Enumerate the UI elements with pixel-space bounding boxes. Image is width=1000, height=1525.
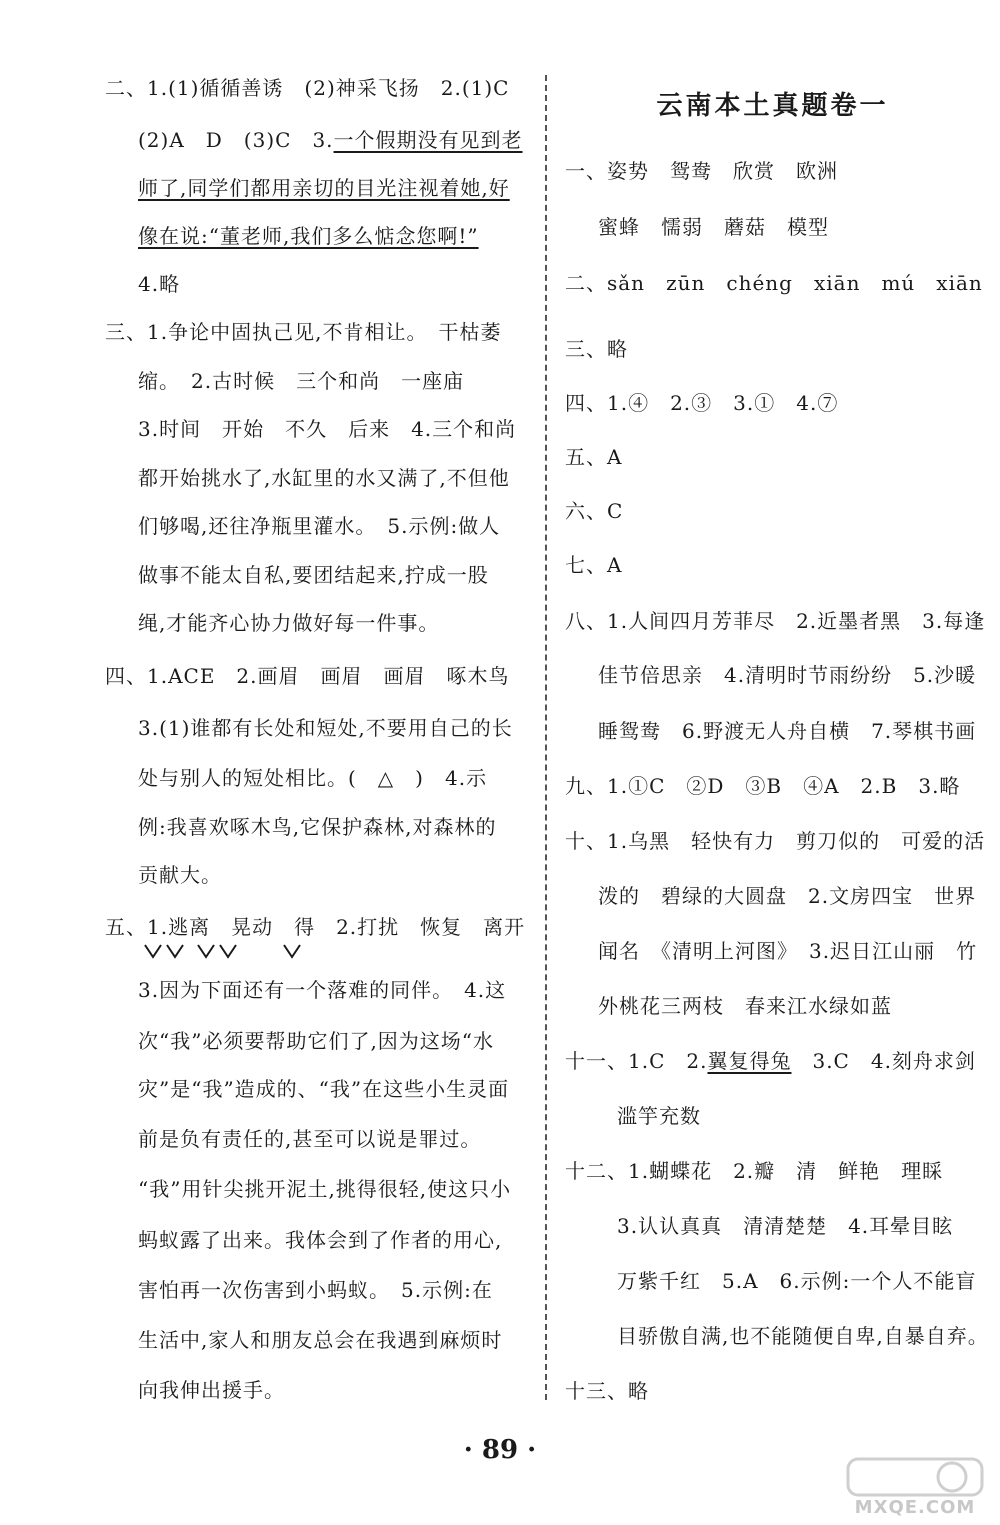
right-answer-line bbox=[598, 991, 892, 1021]
answer-text: 3.(1)谁都有长处和短处,不要用自己的长 bbox=[138, 716, 513, 740]
answer-text: 七、A bbox=[565, 553, 623, 577]
right-answer-line bbox=[598, 660, 976, 690]
answer-text: 害怕再一次伤害到小蚂蚁。 5.示例:在 bbox=[138, 1278, 493, 1302]
underlined-answer: 一个假期没有见到老 bbox=[333, 128, 523, 152]
right-answer-line bbox=[598, 716, 976, 746]
answer-text: 们够喝,还往净瓶里灌水。 5.示例:做人 bbox=[138, 514, 501, 538]
answer-text: 缩。 2.古时候 三个和尚 一座庙 bbox=[138, 369, 465, 393]
answer-text: 例:我喜欢啄木鸟,它保护森林,对森林的 bbox=[138, 815, 497, 839]
right-answer-line bbox=[565, 496, 623, 526]
answer-text: 次“我”必须要帮助它们了,因为这场“水 bbox=[138, 1029, 495, 1053]
answer-text: 向我伸出援手。 bbox=[138, 1378, 285, 1402]
answer-text: 泼的 碧绿的大圆盘 2.文房四宝 世界 bbox=[598, 884, 977, 908]
answer-text: 贡献大。 bbox=[138, 863, 222, 887]
answer-text: 三、略 bbox=[565, 337, 628, 361]
left-answer-line bbox=[138, 608, 439, 638]
check-mark-icon bbox=[282, 943, 306, 959]
answer-text: 十一、1.C 2. bbox=[565, 1049, 708, 1073]
answer-text-after: 3.C 4.刻舟求剑 bbox=[791, 1049, 976, 1073]
underlined-answer: 像在说:“董老师,我们多么惦念您啊!” bbox=[138, 224, 479, 248]
right-answer-line bbox=[617, 1321, 989, 1351]
answer-text: 五、1.逃离 晃动 得 2.打扰 恢复 离开 bbox=[105, 915, 526, 939]
section-title: 云南本土真题卷一 bbox=[656, 91, 889, 121]
left-answer-line bbox=[138, 560, 489, 590]
left-answer-line bbox=[138, 414, 516, 444]
right-answer-line bbox=[565, 1376, 649, 1406]
left-answer-line bbox=[138, 125, 523, 155]
right-answer-line bbox=[565, 550, 622, 580]
answer-text: 佳节倍思亲 4.清明时节雨纷纷 5.沙暖 bbox=[598, 663, 977, 687]
answer-text: 前是负有责任的,甚至可以说是罪过。 bbox=[138, 1127, 482, 1151]
underlined-answer: 翼复得兔 bbox=[707, 1049, 792, 1073]
answer-text: 3.认认真真 清清楚楚 4.耳晕目眩 bbox=[617, 1214, 954, 1238]
answer-text: 睡鸳鸯 6.野渡无人舟自横 7.琴棋书画 bbox=[598, 719, 977, 743]
left-answer-line bbox=[138, 173, 510, 203]
answer-text: 五、A bbox=[565, 445, 623, 469]
watermark-logo bbox=[840, 1455, 990, 1525]
right-answer-line bbox=[617, 1266, 976, 1296]
column-divider bbox=[545, 75, 547, 1400]
left-answer-line bbox=[138, 1124, 481, 1154]
left-answer-line bbox=[138, 463, 510, 493]
left-answer-line bbox=[138, 1074, 509, 1104]
answer-text: 万紫千红 5.A 6.示例:一个人不能盲 bbox=[617, 1269, 977, 1293]
left-answer-line bbox=[138, 269, 180, 299]
underlined-answer: 师了,同学们都用亲切的目光注视着她,好 bbox=[138, 176, 510, 200]
answer-text: 八、1.人间四月芳菲尽 2.近墨者黑 3.每逢 bbox=[565, 609, 986, 633]
left-answer-line bbox=[138, 1225, 502, 1255]
answer-text: 4.略 bbox=[138, 272, 181, 296]
right-answer-line bbox=[565, 442, 622, 472]
right-answer-line bbox=[565, 606, 985, 636]
left-answer-line bbox=[138, 812, 496, 842]
left-answer-line bbox=[105, 912, 525, 942]
answer-text: 十、1.乌黑 轻快有力 剪刀似的 可爱的活 bbox=[565, 829, 986, 853]
left-answer-line bbox=[138, 860, 222, 890]
right-answer-line bbox=[598, 881, 976, 911]
answer-text: 六、C bbox=[565, 499, 624, 523]
right-answer-line bbox=[598, 212, 829, 242]
page-number: · 89 · bbox=[463, 1435, 537, 1465]
left-answer-line bbox=[138, 1026, 494, 1056]
left-answer-line bbox=[105, 73, 509, 103]
left-answer-line bbox=[138, 713, 513, 743]
answer-text: 四、1.④ 2.③ 3.① 4.⑦ bbox=[565, 391, 839, 415]
answer-text: 九、1.①C ②D ③B ④A 2.B 3.略 bbox=[565, 774, 961, 798]
answer-text: 目骄傲自满,也不能随便自卑,自暴自弃。 bbox=[617, 1324, 989, 1348]
answer-text: 二、sǎn zūn chéng xiān mú xiān bbox=[565, 271, 983, 295]
right-answer-line bbox=[565, 1156, 943, 1186]
right-answer-line bbox=[617, 1211, 953, 1241]
left-answer-line bbox=[105, 317, 501, 347]
right-answer-line bbox=[565, 771, 960, 801]
answer-text: 四、1.ACE 2.画眉 画眉 画眉 啄木鸟 bbox=[105, 664, 510, 688]
answer-text: 一、姿势 鸳鸯 欣赏 欧洲 bbox=[565, 159, 838, 183]
right-answer-line bbox=[565, 156, 838, 186]
right-answer-line bbox=[565, 268, 983, 298]
answer-text: 3.因为下面还有一个落难的同伴。 4.这 bbox=[138, 978, 507, 1002]
answer-text: 处与别人的短处相比。( △ ) 4.示 bbox=[138, 766, 488, 790]
answer-text: 绳,才能齐心协力做好每一件事。 bbox=[138, 611, 440, 635]
answer-text: 做事不能太自私,要团结起来,拧成一股 bbox=[138, 563, 489, 587]
answer-text: 三、1.争论中固执己见,不肯相让。 干枯萎 bbox=[105, 320, 502, 344]
left-answer-line bbox=[105, 661, 510, 691]
right-answer-line bbox=[565, 334, 628, 364]
right-answer-line bbox=[565, 388, 838, 418]
left-answer-line bbox=[138, 221, 479, 251]
answer-text: 闻名 《清明上河图》 3.迟日江山丽 竹 bbox=[598, 939, 978, 963]
answer-text: “我”用针尖挑开泥土,挑得很轻,使这只小 bbox=[138, 1177, 512, 1201]
answer-text: 二、1.(1)循循善诱 (2)神采飞扬 2.(1)C bbox=[105, 76, 510, 100]
answer-text: 滥竽充数 bbox=[617, 1104, 701, 1128]
answer-text: 十二、1.蝴蝶花 2.瓣 清 鲜艳 理睬 bbox=[565, 1159, 944, 1183]
right-answer-line bbox=[565, 1046, 976, 1076]
answer-text: 3.时间 开始 不久 后来 4.三个和尚 bbox=[138, 417, 517, 441]
answer-text: 蜜蜂 懦弱 蘑菇 模型 bbox=[598, 215, 829, 239]
left-answer-line bbox=[138, 1174, 511, 1204]
answer-text: 蚂蚁露了出来。我体会到了作者的用心, bbox=[138, 1228, 503, 1252]
right-answer-line bbox=[565, 826, 985, 856]
answer-text: 灾”是“我”造成的、“我”在这些小生灵面 bbox=[138, 1077, 510, 1101]
watermark-text: MXQE.COM bbox=[854, 1497, 976, 1518]
left-answer-line bbox=[138, 511, 500, 541]
answer-text: 外桃花三两枝 春来江水绿如蓝 bbox=[598, 994, 892, 1018]
right-answer-line bbox=[598, 936, 977, 966]
left-answer-line bbox=[138, 763, 487, 793]
answer-text: 十三、略 bbox=[565, 1379, 649, 1403]
answer-text: 都开始挑水了,水缸里的水又满了,不但他 bbox=[138, 466, 510, 490]
answer-text: 生活中,家人和朋友总会在我遇到麻烦时 bbox=[138, 1328, 503, 1352]
left-answer-line bbox=[138, 1275, 493, 1305]
left-answer-line bbox=[138, 366, 464, 396]
check-mark-icon bbox=[143, 943, 203, 959]
watermark-badge-icon bbox=[840, 1455, 990, 1499]
left-answer-line bbox=[138, 1325, 502, 1355]
left-answer-line bbox=[138, 975, 506, 1005]
check-mark-icon bbox=[196, 943, 256, 959]
right-answer-line bbox=[617, 1101, 701, 1131]
answer-text: (2)A D (3)C 3. bbox=[138, 128, 334, 152]
left-answer-line bbox=[138, 1375, 285, 1405]
